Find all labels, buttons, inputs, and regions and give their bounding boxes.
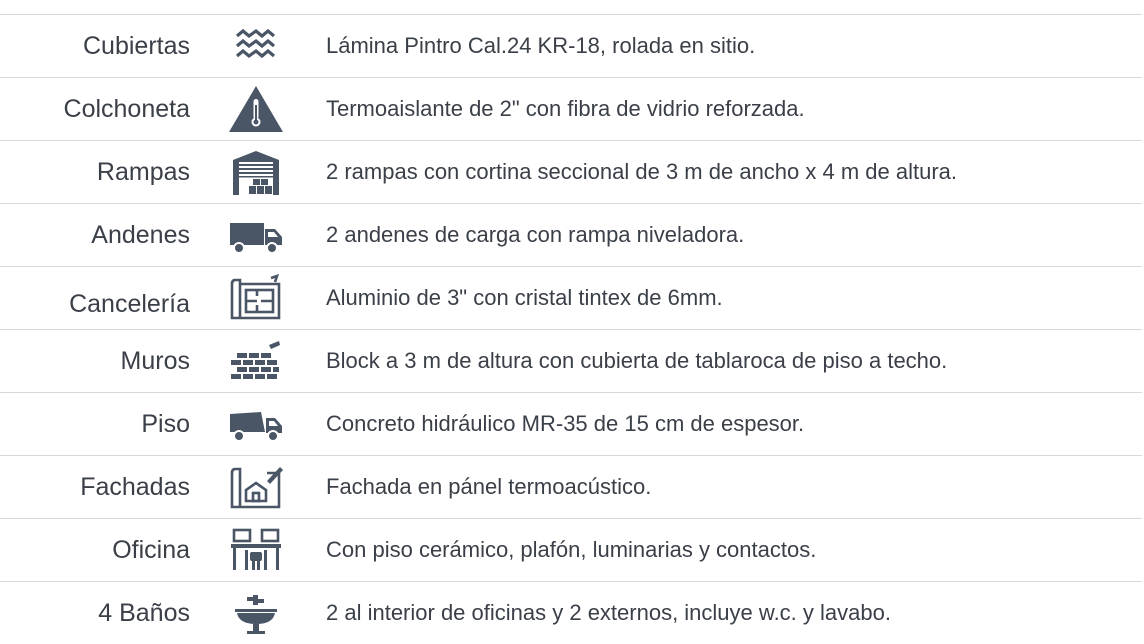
mixer-truck-icon bbox=[224, 393, 288, 455]
row-description: 2 andenes de carga con rampa niveladora. bbox=[326, 222, 745, 247]
spec-row bbox=[0, 392, 1142, 455]
spec-row bbox=[0, 140, 1142, 203]
row-description: 2 rampas con cortina seccional de 3 m de ancho x 4 m de altura. bbox=[326, 159, 958, 184]
spec-row bbox=[0, 518, 1142, 581]
row-description: Lámina Pintro Cal.24 KR-18, rolada en sitio. bbox=[326, 33, 756, 58]
warehouse-door-icon bbox=[224, 141, 288, 203]
row-label: Piso bbox=[141, 410, 190, 438]
blueprint-icon bbox=[224, 267, 288, 329]
row-label: Cubiertas bbox=[83, 32, 190, 60]
spec-row bbox=[0, 203, 1142, 266]
row-description: Termoaislante de 2" con fibra de vidrio reforzada. bbox=[326, 96, 805, 121]
truck-icon bbox=[224, 204, 288, 266]
row-description: Block a 3 m de altura con cubierta de tablaroca de piso a techo. bbox=[326, 348, 948, 373]
thermometer-warning-icon bbox=[224, 78, 288, 140]
spec-row bbox=[0, 455, 1142, 518]
spec-row bbox=[0, 14, 1142, 77]
office-desks-icon bbox=[224, 519, 288, 581]
facade-plan-icon bbox=[224, 456, 288, 518]
row-description: Concreto hidráulico MR-35 de 15 cm de espesor. bbox=[326, 411, 805, 436]
row-label: Cancelería bbox=[69, 290, 190, 318]
sink-icon bbox=[224, 582, 288, 644]
row-label: Muros bbox=[120, 347, 190, 375]
row-description: Aluminio de 3" con cristal tintex de 6mm. bbox=[326, 285, 723, 310]
spec-row bbox=[0, 581, 1142, 644]
row-label: 4 Baños bbox=[98, 599, 190, 627]
row-description: Con piso cerámico, plafón, luminarias y contactos. bbox=[326, 537, 817, 562]
row-label: Andenes bbox=[91, 221, 190, 249]
spec-table bbox=[0, 14, 1142, 644]
brick-wall-icon bbox=[224, 330, 288, 392]
waves-icon bbox=[224, 15, 288, 77]
row-description: Fachada en pánel termoacústico. bbox=[326, 474, 652, 499]
spec-row bbox=[0, 266, 1142, 329]
row-description: 2 al interior de oficinas y 2 externos, incluye w.c. y lavabo. bbox=[326, 600, 891, 625]
spec-row bbox=[0, 329, 1142, 392]
row-label: Rampas bbox=[96, 158, 190, 186]
row-label: Fachadas bbox=[80, 473, 190, 501]
row-label: Colchoneta bbox=[63, 95, 190, 123]
spec-row bbox=[0, 77, 1142, 140]
row-label: Oficina bbox=[112, 536, 190, 564]
